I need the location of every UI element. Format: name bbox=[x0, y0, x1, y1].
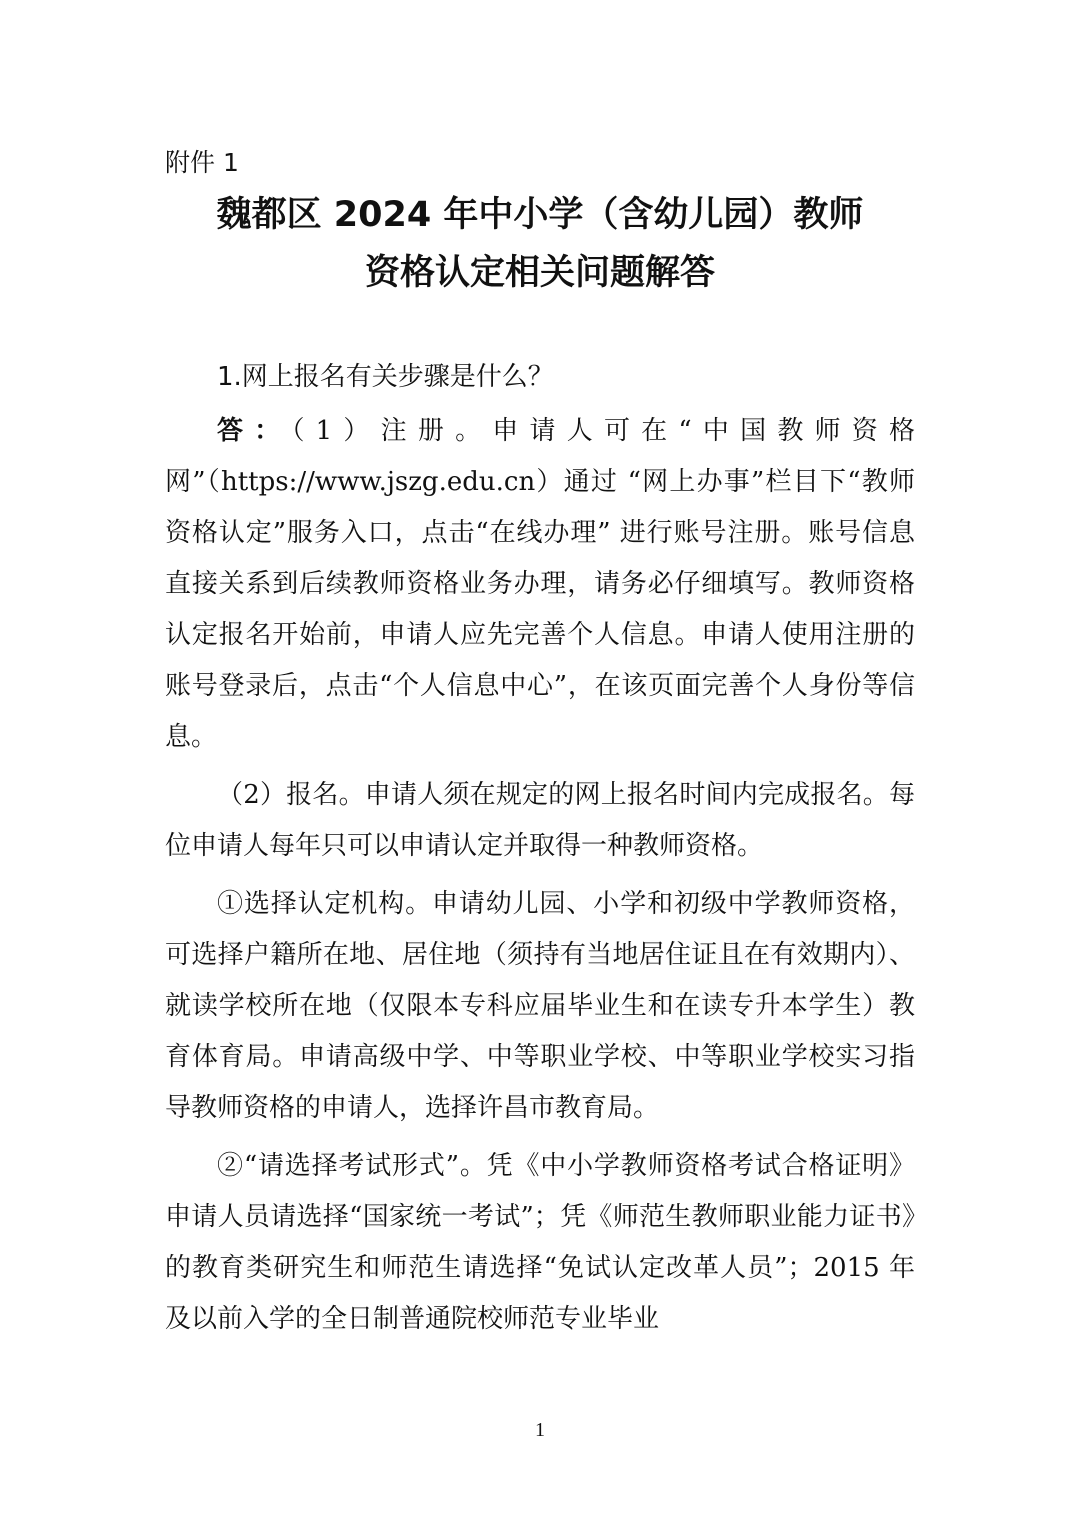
answer-paragraph-1-text: （1）注册。申请人可在“中国教师资格网”（https://www.jszg.edu.cn）通过 “网上办事”栏目下“教师资格认定”服务入口，点击“在线办理” 进行账号注册。账号信息直接关系到后续教师资格业务办理，请务必仔细填写。教师资格认定报名开始前，申请人应先完善个人信息。申请人使用注册的账号登录后，点击“个人信息中心”，在该页面完善个人身份等信息。 bbox=[165, 416, 915, 752]
title-line-1: 魏都区 2024 年中小学（含幼儿园）教师 bbox=[216, 195, 864, 235]
attachment-label: 附件 1 bbox=[165, 148, 239, 177]
answer-paragraph-4: ②“请选择考试形式”。凭《中小学教师资格考试合格证明》申请人员请选择“国家统一考试”；凭《师范生教师职业能力证书》的教育类研究生和师范生请选择“免试认定改革人员”；2015 年及以前入学的全日制普通院校师范专业毕业 bbox=[165, 1151, 915, 1334]
document-body bbox=[165, 352, 915, 1345]
answer-paragraph-2: （2）报名。申请人须在规定的网上报名时间内完成报名。每位申请人每年只可以申请认定并取得一种教师资格。 bbox=[165, 780, 915, 861]
answer-paragraph-3: ①选择认定机构。申请幼儿园、小学和初级中学教师资格，可选择户籍所在地、居住地（须持有当地居住证且在有效期内）、就读学校所在地（仅限本专科应届毕业生和在读专升本学生）教育体育局。申请高级中学、中等职业学校、中等职业学校实习指导教师资格的申请人，选择许昌市教育局。 bbox=[165, 889, 915, 1123]
title-line-2: 资格认定相关问题解答 bbox=[364, 253, 715, 293]
answer-label: 答： bbox=[217, 416, 292, 446]
answer-paragraph-1 bbox=[165, 406, 915, 763]
document-title bbox=[150, 186, 930, 302]
page-number: 1 bbox=[535, 1419, 545, 1441]
question-1: 1.网上报名有关步骤是什么？ bbox=[217, 362, 554, 392]
